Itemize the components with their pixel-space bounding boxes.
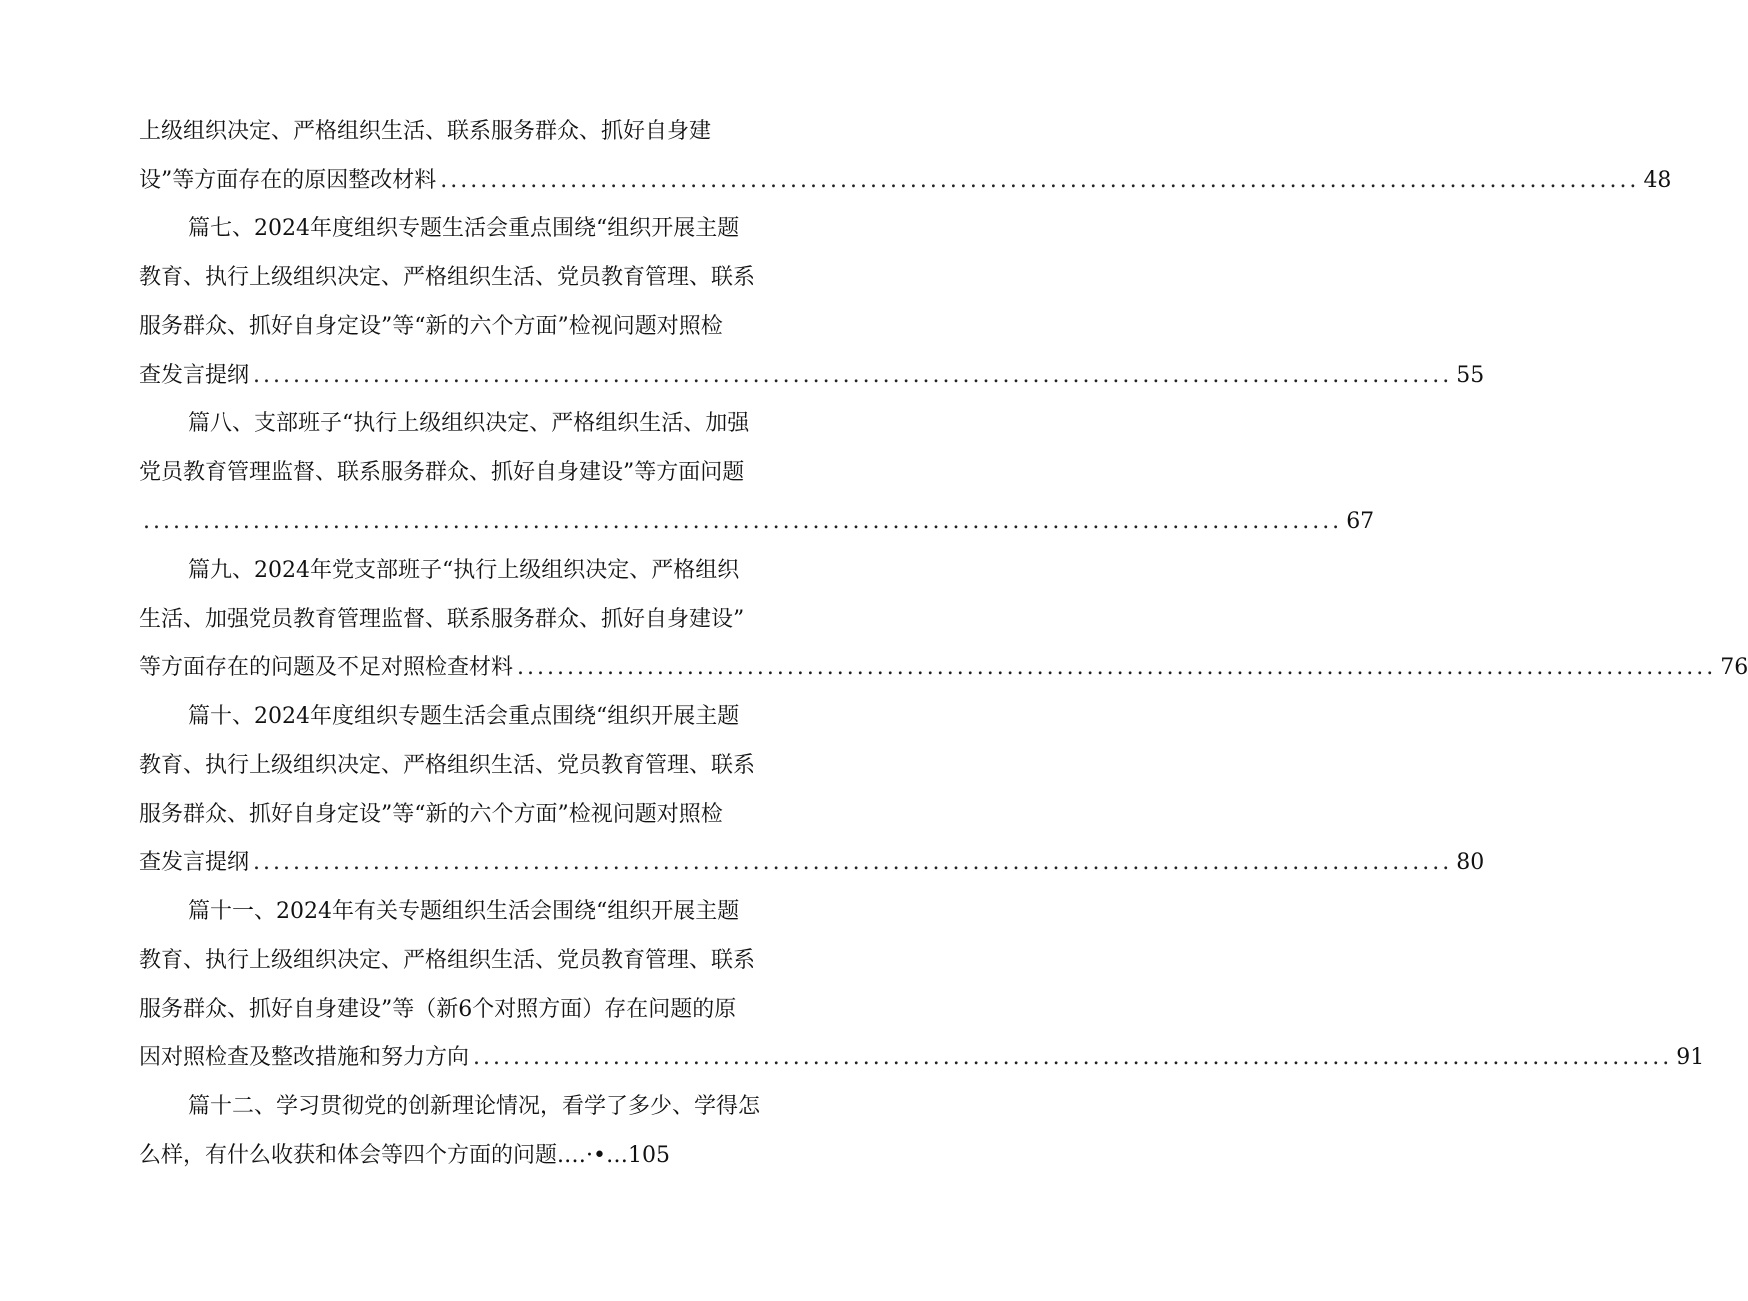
- toc-entry-10-end[interactable]: [139, 848, 1485, 878]
- toc-entry-7-end[interactable]: [139, 361, 1485, 391]
- toc-page-number: 91: [1676, 1045, 1705, 1070]
- toc-page-number: 80: [1456, 850, 1485, 875]
- toc-page-number: 76: [1720, 655, 1748, 680]
- toc-leader-page: …·•…105: [564, 1143, 670, 1168]
- toc-entry-6-end[interactable]: [139, 166, 1672, 196]
- toc-line: 因对照检查及整改措施和努力方向: [139, 1045, 470, 1070]
- toc-line: 教育、执行上级组织决定、严格组织生活、党员教育管理、联系: [139, 265, 756, 290]
- toc-entry-12-title[interactable]: 篇十二、学习贯彻党的创新理论情况，看学了多少、学得怎: [188, 1094, 761, 1119]
- toc-line: 等方面存在的问题及不足对照检查材料: [139, 655, 514, 680]
- toc-line: 查发言提纲: [139, 363, 250, 388]
- toc-leader-dots: ........................................................................................................................: [253, 850, 1453, 875]
- toc-page-number: 55: [1456, 363, 1485, 388]
- toc-line: 服务群众、抓好自身定设”等“新的六个方面”检视问题对照检: [139, 314, 723, 339]
- toc-leader-dots: ........................................................................................................................: [517, 655, 1717, 680]
- toc-line: 么样，有什么收获和体会等四个方面的问题.: [139, 1143, 564, 1168]
- toc-line: 服务群众、抓好自身建设”等（新6个对照方面）存在问题的原: [139, 997, 737, 1022]
- toc-line: 服务群众、抓好自身定设”等“新的六个方面”检视问题对照检: [139, 802, 723, 827]
- toc-entry-8-title[interactable]: 篇八、支部班子“执行上级组织决定、严格组织生活、加强: [188, 411, 750, 436]
- toc-line: 生活、加强党员教育管理监督、联系服务群众、抓好自身建设”: [139, 607, 745, 632]
- toc-entry-10-title[interactable]: 篇十、2024年度组织专题生活会重点围绕“组织开展主题: [188, 704, 740, 729]
- toc-line: 党员教育管理监督、联系服务群众、抓好自身建设”等方面问题: [139, 460, 745, 485]
- toc-page-number: 67: [1346, 509, 1375, 534]
- toc-leader-dots: ........................................................................................................................: [440, 168, 1640, 193]
- toc-leader-dots: ........................................................................................................................: [143, 509, 1343, 534]
- toc-page-number: 48: [1643, 168, 1672, 193]
- toc-entry-7-title[interactable]: 篇七、2024年度组织专题生活会重点围绕“组织开展主题: [188, 216, 740, 241]
- toc-entry-11-title[interactable]: 篇十一、2024年有关专题组织生活会围绕“组织开展主题: [188, 899, 740, 924]
- toc-line: 上级组织决定、严格组织生活、联系服务群众、抓好自身建: [139, 119, 712, 144]
- toc-leader-dots: ........................................................................................................................: [473, 1045, 1673, 1070]
- toc-entry-9-end[interactable]: [139, 653, 1748, 683]
- toc-line: 教育、执行上级组织决定、严格组织生活、党员教育管理、联系: [139, 948, 756, 973]
- toc-leader-dots: ........................................................................................................................: [253, 363, 1453, 388]
- toc-line: 设”等方面存在的原因整改材料: [139, 168, 437, 193]
- toc-entry-11-end[interactable]: [139, 1043, 1705, 1073]
- toc-line: 查发言提纲: [139, 850, 250, 875]
- toc-entry-9-title[interactable]: 篇九、2024年党支部班子“执行上级组织决定、严格组织: [188, 558, 740, 583]
- toc-line: 教育、执行上级组织决定、严格组织生活、党员教育管理、联系: [139, 753, 756, 778]
- toc-entry-12-end[interactable]: [139, 1141, 784, 1171]
- toc-entry-8-end[interactable]: [139, 507, 1375, 537]
